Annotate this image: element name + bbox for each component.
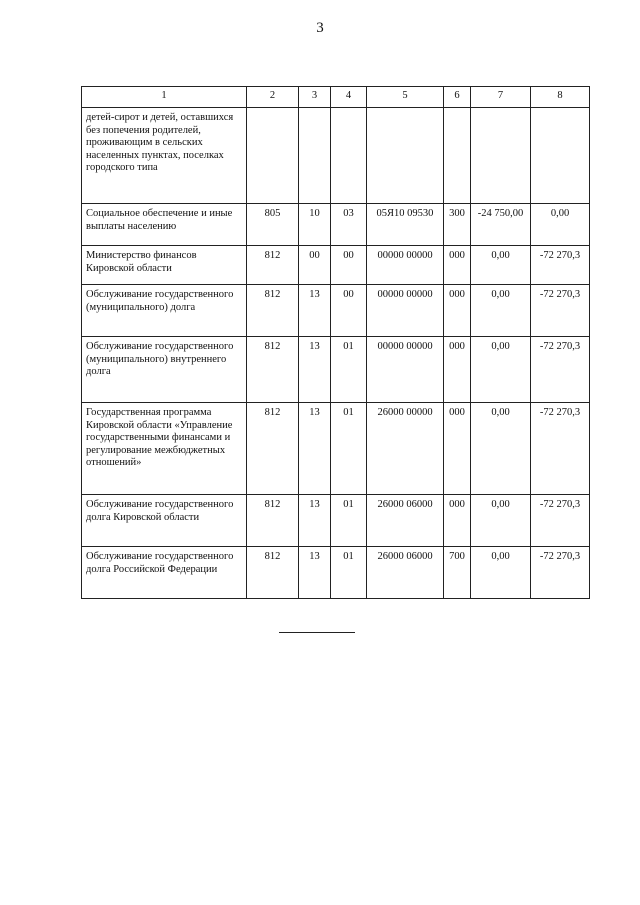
cell-amount-1: 0,00 xyxy=(471,246,531,285)
cell-target xyxy=(367,108,444,204)
cell-subsection: 03 xyxy=(331,204,367,246)
column-header: 1 xyxy=(82,87,247,108)
row-description: Обслуживание государственного (муниципального) внутреннего долга xyxy=(82,337,247,403)
cell-code: 812 xyxy=(247,495,299,547)
column-header: 2 xyxy=(247,87,299,108)
cell-subsection: 01 xyxy=(331,403,367,495)
cell-target: 26000 00000 xyxy=(367,403,444,495)
budget-table xyxy=(81,86,590,599)
column-header: 4 xyxy=(331,87,367,108)
cell-code: 805 xyxy=(247,204,299,246)
cell-code: 812 xyxy=(247,403,299,495)
column-header: 3 xyxy=(299,87,331,108)
cell-type: 700 xyxy=(444,547,471,599)
column-header: 5 xyxy=(367,87,444,108)
row-description: Социальное обеспечение и иные выплаты населению xyxy=(82,204,247,246)
end-separator-line xyxy=(279,632,355,633)
cell-amount-1: 0,00 xyxy=(471,403,531,495)
row-description: Обслуживание государственного долга Кировской области xyxy=(82,495,247,547)
table-row xyxy=(82,285,590,337)
cell-subsection: 00 xyxy=(331,246,367,285)
cell-section: 00 xyxy=(299,246,331,285)
cell-code: 812 xyxy=(247,337,299,403)
cell-amount-2: -72 270,3 xyxy=(531,285,590,337)
row-description: Обслуживание государственного долга Российской Федерации xyxy=(82,547,247,599)
cell-type: 000 xyxy=(444,337,471,403)
cell-section: 13 xyxy=(299,285,331,337)
cell-amount-1: 0,00 xyxy=(471,547,531,599)
cell-type: 000 xyxy=(444,495,471,547)
cell-type xyxy=(444,108,471,204)
cell-subsection: 00 xyxy=(331,285,367,337)
cell-subsection: 01 xyxy=(331,547,367,599)
cell-amount-2: -72 270,3 xyxy=(531,495,590,547)
table-row xyxy=(82,495,590,547)
cell-section: 10 xyxy=(299,204,331,246)
cell-amount-2 xyxy=(531,108,590,204)
cell-target: 00000 00000 xyxy=(367,246,444,285)
cell-section: 13 xyxy=(299,495,331,547)
cell-target: 00000 00000 xyxy=(367,285,444,337)
cell-subsection: 01 xyxy=(331,495,367,547)
cell-amount-1: 0,00 xyxy=(471,337,531,403)
column-header: 8 xyxy=(531,87,590,108)
column-header: 6 xyxy=(444,87,471,108)
cell-amount-1: 0,00 xyxy=(471,285,531,337)
cell-amount-2: -72 270,3 xyxy=(531,547,590,599)
cell-subsection xyxy=(331,108,367,204)
cell-code: 812 xyxy=(247,285,299,337)
table-row xyxy=(82,337,590,403)
table-row xyxy=(82,108,590,204)
cell-type: 300 xyxy=(444,204,471,246)
cell-subsection: 01 xyxy=(331,337,367,403)
page-number: 3 xyxy=(316,20,324,36)
cell-code: 812 xyxy=(247,547,299,599)
cell-type: 000 xyxy=(444,285,471,337)
cell-amount-2: -72 270,3 xyxy=(531,246,590,285)
cell-section: 13 xyxy=(299,547,331,599)
cell-code: 812 xyxy=(247,246,299,285)
row-description: детей-сирот и детей, оставшихся без попечения родителей, проживающим в сельских населенных пунктах, поселках городского типа xyxy=(82,108,247,204)
table-row xyxy=(82,246,590,285)
table-header-row xyxy=(82,87,590,108)
cell-section: 13 xyxy=(299,337,331,403)
cell-amount-1: -24 750,00 xyxy=(471,204,531,246)
row-description: Министерство финансов Кировской области xyxy=(82,246,247,285)
cell-type: 000 xyxy=(444,246,471,285)
cell-section: 13 xyxy=(299,403,331,495)
table-row xyxy=(82,204,590,246)
cell-amount-2: -72 270,3 xyxy=(531,403,590,495)
cell-target: 26000 06000 xyxy=(367,547,444,599)
cell-target: 00000 00000 xyxy=(367,337,444,403)
cell-code xyxy=(247,108,299,204)
cell-amount-2: -72 270,3 xyxy=(531,337,590,403)
cell-amount-1: 0,00 xyxy=(471,495,531,547)
cell-target: 05Я10 09530 xyxy=(367,204,444,246)
column-header: 7 xyxy=(471,87,531,108)
cell-type: 000 xyxy=(444,403,471,495)
cell-amount-1 xyxy=(471,108,531,204)
cell-section xyxy=(299,108,331,204)
table-row xyxy=(82,403,590,495)
cell-amount-2: 0,00 xyxy=(531,204,590,246)
cell-target: 26000 06000 xyxy=(367,495,444,547)
row-description: Обслуживание государственного (муниципального) долга xyxy=(82,285,247,337)
table-row xyxy=(82,547,590,599)
row-description: Государственная программа Кировской области «Управление государственными финансами и регулирование межбюджетных отношений» xyxy=(82,403,247,495)
